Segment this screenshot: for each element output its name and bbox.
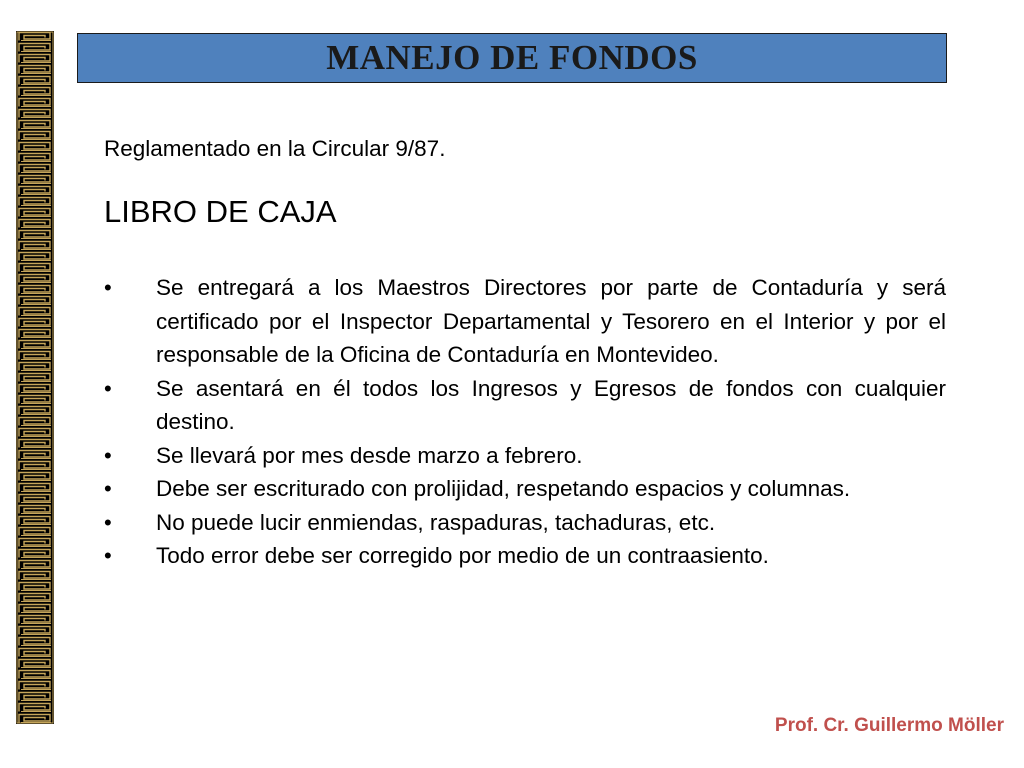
bullet-item — [104, 372, 946, 439]
bullet-text: Todo error debe ser corregido por medio de un contraasiento. — [156, 543, 769, 568]
bullet-icon: • — [104, 442, 112, 468]
bullet-item — [104, 539, 946, 573]
greek-key-border-icon — [16, 31, 54, 724]
bullet-text: Se llevará por mes desde marzo a febrero. — [156, 442, 583, 468]
title-bar — [77, 33, 947, 83]
section-heading: LIBRO DE CAJA — [104, 194, 337, 229]
page-title: MANEJO DE FONDOS — [326, 38, 698, 77]
regulation-subtitle: Reglamentado en la Circular 9/87. — [104, 136, 446, 161]
bullet-icon: • — [104, 275, 112, 300]
bullet-item — [104, 271, 946, 372]
bullet-text: Debe ser escriturado con prolijidad, respetando espacios y columnas. — [156, 476, 851, 501]
bullet-icon: • — [104, 375, 112, 401]
bullet-icon: • — [104, 543, 112, 568]
bullet-text: Se asentará en él todos los Ingresos y Egresos de fondos con cualquier destino. — [156, 375, 946, 434]
bullet-item — [104, 439, 946, 473]
bullet-icon: • — [104, 509, 112, 535]
bullet-item — [104, 472, 946, 506]
author-credit: Prof. Cr. Guillermo Möller — [774, 715, 1004, 736]
bullet-list — [104, 271, 946, 573]
bullet-text: No puede lucir enmiendas, raspaduras, tachaduras, etc. — [156, 509, 716, 535]
bullet-item — [104, 506, 946, 540]
bullet-icon: • — [104, 476, 112, 501]
bullet-text: Se entregará a los Maestros Directores por parte de Contaduría y será certificado por el Inspector Departamental y Tesorero en el Interior y por el responsable de la Oficina de Contaduría en Montevideo. — [156, 275, 946, 367]
